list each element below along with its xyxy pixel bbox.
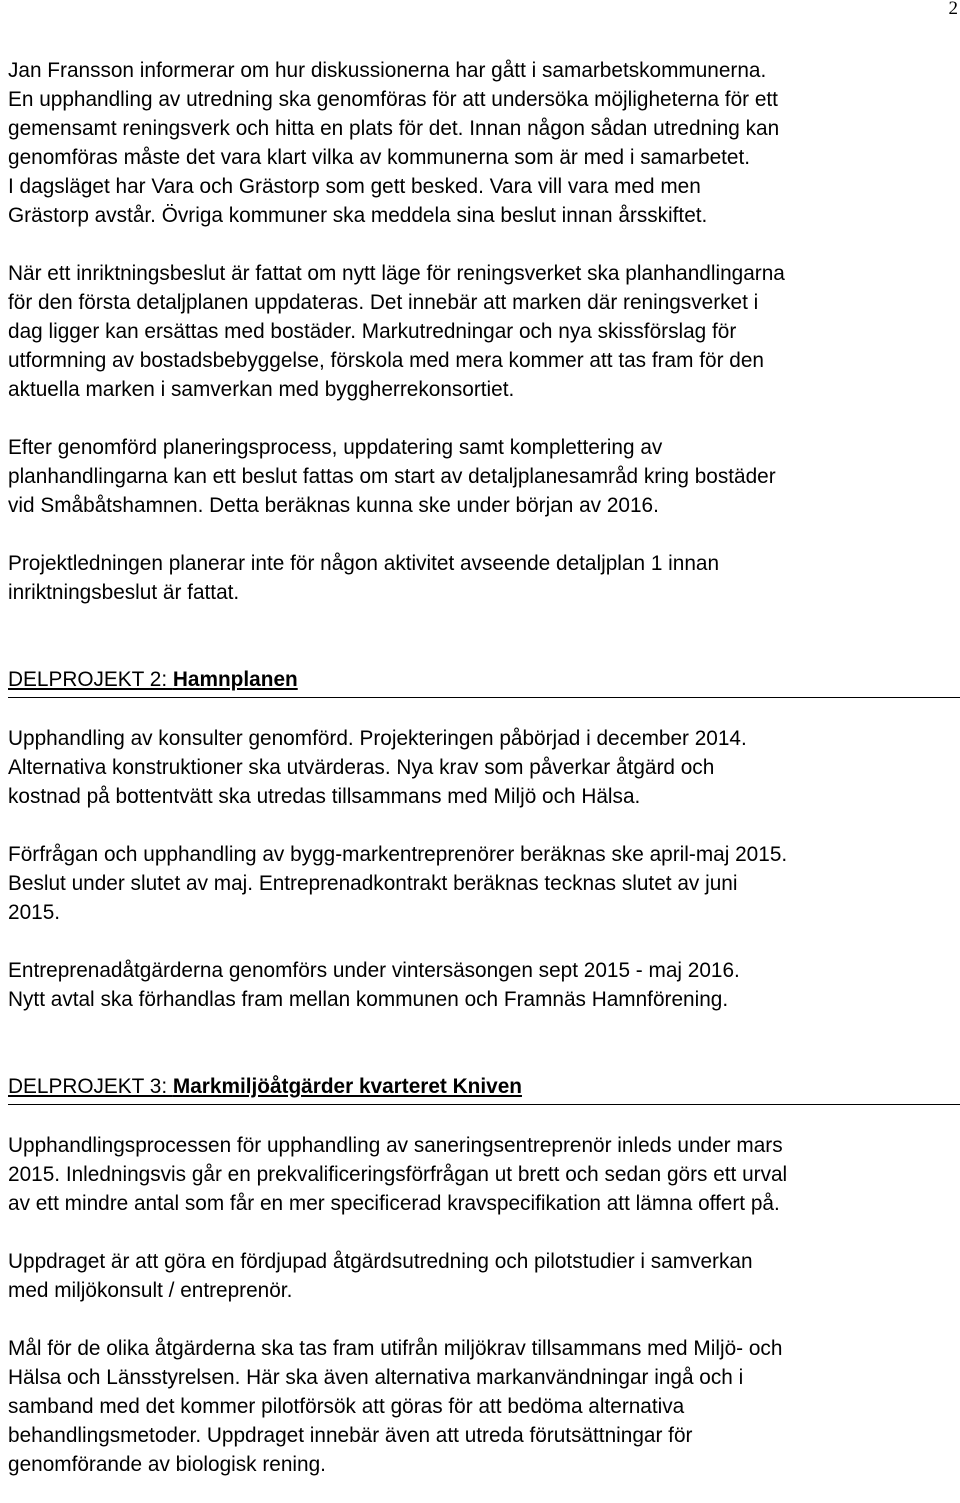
paragraph bbox=[8, 1334, 960, 1479]
paragraph bbox=[8, 1247, 960, 1305]
text-segment: När ett inriktningsbeslut är fattat om nytt läge för reningsverket ska planhandlingarna för den första detaljplanen uppdateras. bbox=[8, 262, 785, 314]
text-segment: Detta beräknas kunna ske under början av 2016. bbox=[209, 494, 659, 517]
text-segment: Uppdraget innebär även att utreda förutsättningar för genomförande av biologisk rening. bbox=[8, 1424, 693, 1476]
text-segment: Mål för de olika åtgärderna ska tas fram utifrån miljökrav tillsammans med Miljö- och Hälsa och Länsstyrelsen. bbox=[8, 1337, 783, 1389]
paragraph bbox=[8, 259, 960, 404]
text-segment: Det innebär att marken där reningsverket i dag ligger kan ersättas med bostäder. bbox=[8, 291, 759, 343]
paragraph bbox=[8, 56, 960, 230]
text-segment: Markutredningar och nya skissförslag för utformning av bostadsbebyggelse, förskola med mera kommer att tas fram för den aktuella marken i samverkan med byggherrekonsortiet. bbox=[8, 320, 764, 401]
paragraph bbox=[8, 549, 960, 607]
section-delprojekt-2 bbox=[8, 665, 960, 1014]
section-heading bbox=[8, 665, 960, 698]
text-segment: Här ska även alternativa markanvändningar ingå och i samband med det kommer pilotförsök att göras för att bedöma alternativa behandlingsmetoder. bbox=[8, 1366, 744, 1447]
text-segment: Innan någon sådan utredning kan genomföras måste det vara klart vilka av kommunerna som är med i samarbetet. I dagsläget har Vara och Grästorp som gett besked. Vara vill vara med men Grästorp avstår. Övriga kommuner ska meddela sina beslut innan årsskiftet. bbox=[8, 117, 780, 227]
document-body bbox=[8, 56, 960, 1479]
text-segment: Uppdraget är att göra en fördjupad åtgärdsutredning och pilotstudier i samverkan med miljökonsult / entreprenör. bbox=[8, 1250, 753, 1302]
paragraph bbox=[8, 433, 960, 520]
text-segment: Entreprenadåtgärderna genomförs under vintersäsongen sept 2015 - maj 2016. Nytt avtal ska förhandlas fram mellan kommunen och Framnäs Hamnförening. bbox=[8, 959, 740, 1011]
paragraph bbox=[8, 1131, 960, 1218]
heading-title: Markmiljöåtgärder kvarteret Kniven bbox=[172, 1075, 522, 1098]
paragraph bbox=[8, 724, 960, 811]
page-number: 2 bbox=[948, 0, 958, 19]
text-segment: Förfrågan och upphandling av bygg-markentreprenörer beräknas ske april-maj 2015. Beslut under slutet av maj. bbox=[8, 843, 788, 895]
text-segment: Projekteringen påbörjad i december 2014. Alternativa konstruktioner ska utvärderas. bbox=[8, 727, 747, 779]
text-segment: Inledningsvis går en prekvalificeringsförfrågan ut brett och sedan görs ett urval av ett mindre antal som får en mer specificerad kravspecifikation att lämna offert på. bbox=[8, 1163, 788, 1215]
text-segment: Upphandlingsprocessen för upphandling av saneringsentreprenör inleds under mars 2015. bbox=[8, 1134, 783, 1186]
text-segment: Entreprenadkontrakt beräknas tecknas slutet av juni 2015. bbox=[8, 872, 738, 924]
text-segment: Upphandling av konsulter genomförd. bbox=[8, 727, 360, 750]
text-segment: Projektledningen planerar inte för någon aktivitet avseende detaljplan 1 innan inriktningsbeslut är fattat. bbox=[8, 552, 720, 604]
heading-title: Hamnplanen bbox=[172, 668, 298, 691]
text-segment: Efter genomförd planeringsprocess, uppdatering samt komplettering av planhandlingarna kan ett beslut fattas om start av detaljplanesamråd kring bostäder vid Småbåtshamnen. bbox=[8, 436, 776, 517]
text-segment: Jan Fransson informerar om hur diskussionerna har gått i samarbetskommunerna. En upphandling av utredning ska genomföras för att undersöka möjligheterna för ett gemensamt reningsverk och hitta en plats för det. bbox=[8, 59, 778, 140]
section-reningsverk bbox=[8, 56, 960, 607]
heading-prefix: DELPROJEKT 3: bbox=[8, 1075, 173, 1098]
text-segment: Nya krav som påverkar åtgärd och kostnad på bottentvätt ska utredas tillsammans med Miljö och Hälsa. bbox=[8, 756, 715, 808]
paragraph bbox=[8, 840, 960, 927]
heading-prefix: DELPROJEKT 2: bbox=[8, 668, 173, 691]
paragraph bbox=[8, 956, 960, 1014]
section-heading bbox=[8, 1072, 960, 1105]
section-delprojekt-3 bbox=[8, 1072, 960, 1479]
